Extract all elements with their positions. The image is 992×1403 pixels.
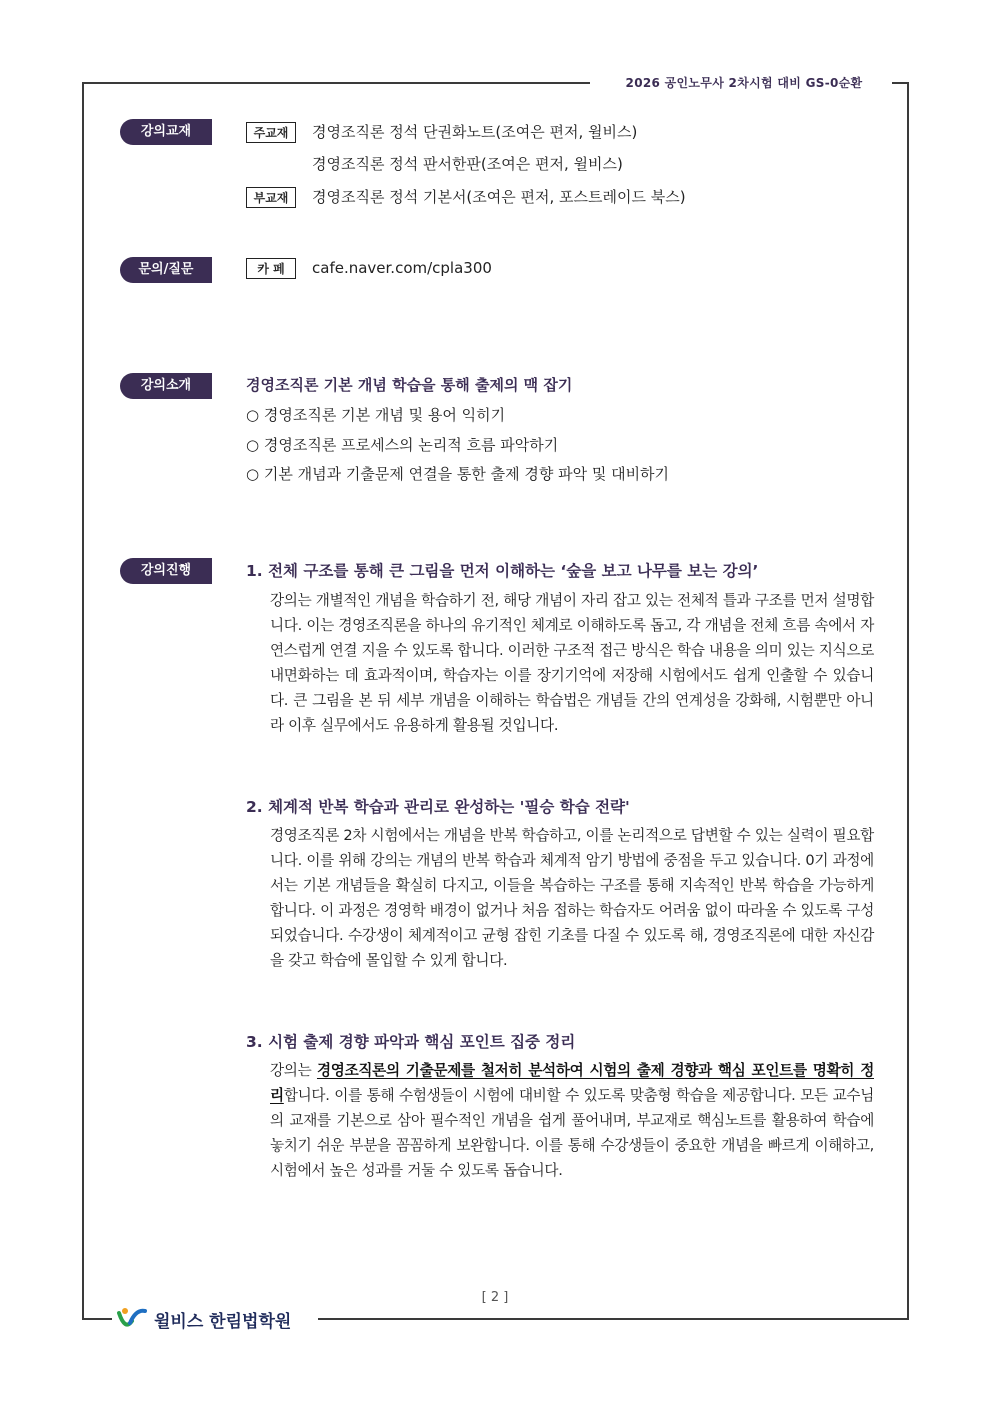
circle-bullet-icon: ○ — [246, 465, 260, 483]
header-title: 2026 공인노무사 2차시험 대비 GS-0순환 — [625, 76, 863, 90]
main-textbook-item: 경영조직론 정석 단권화노트(조여은 편저, 윌비스) — [312, 123, 638, 141]
sub-textbook-tag: 부교재 — [246, 187, 296, 208]
intro-item — [246, 464, 669, 484]
section-heading: 3. 시험 출제 경향 파악과 핵심 포인트 집중 정리 — [246, 1033, 576, 1051]
frame-top-left — [82, 82, 590, 84]
intro-item-text: 경영조직론 기본 개념 및 용어 익히기 — [263, 406, 506, 424]
page-number: [ 2 ] — [481, 1290, 509, 1305]
main-textbook-item: 경영조직론 정석 판서한판(조여은 편저, 윌비스) — [312, 155, 623, 173]
footer-logo — [116, 1302, 316, 1336]
frame-bottom-right — [318, 1318, 909, 1320]
circle-bullet-icon: ○ — [246, 436, 260, 454]
willbes-logo-icon — [116, 1305, 148, 1333]
logo-text: 윌비스 한림법학원 — [154, 1311, 292, 1332]
main-textbook-tag: 주교재 — [246, 122, 296, 143]
section-heading: 1. 전체 구조를 통해 큰 그림을 먼저 이해하는 ‘숲을 보고 나무를 보는 강의’ — [246, 562, 759, 580]
section-body — [270, 1058, 874, 1183]
intro-subtitle: 경영조직론 기본 개념 학습을 통해 출제의 맥 잡기 — [246, 376, 573, 394]
sub-textbook-item: 경영조직론 정석 기본서(조여은 편저, 포스트레이드 북스) — [312, 188, 686, 206]
intro-item-text: 기본 개념과 기출문제 연결을 통한 출제 경향 파악 및 대비하기 — [263, 465, 670, 483]
cafe-tag: 카 페 — [246, 258, 296, 279]
frame-left — [82, 82, 84, 1320]
frame-bottom-left — [82, 1318, 112, 1320]
section-body-prefix: 강의는 — [270, 1062, 317, 1079]
section-body-suffix: 합니다. 이를 통해 수험생들이 시험에 대비할 수 있도록 맞춤형 학습을 제공합니다. 모든 교수님의 교재를 기본으로 삼아 필수적인 개념을 쉽게 풀어내며, 부교재로 핵심노트를 활용하여 학습에 놓치기 쉬운 부분을 꼼꼼하게 보완합니다. 이를 통해 수강생들이 중요한 개념을 빠르게 이해하고, 시험에서 높은 성과를 거둘 수 있도록 돕습니다. — [270, 1087, 874, 1179]
cafe-url[interactable]: cafe.naver.com/cpla300 — [312, 259, 492, 277]
section-heading: 2. 체계적 반복 학습과 관리로 완성하는 '필승 학습 전략' — [246, 798, 630, 816]
section-body: 강의는 개별적인 개념을 학습하기 전, 해당 개념이 자리 잡고 있는 전체적 틀과 구조를 먼저 설명합니다. 이는 경영조직론을 하나의 유기적인 체계로 이해하도록 돕고, 각 개념을 전체 흐름 속에서 자연스럽게 연결 지을 수 있도록 합니다. 이러한 구조적 접근 방식은 학습 내용을 의미 있는 지식으로 내면화하는 데 효과적이며, 학습자는 이를 장기기억에 저장해 시험에서도 쉽게 인출할 수 있습니다. 큰 그림을 본 뒤 세부 개념을 이해하는 학습법은 개념들 간의 연계성을 강화해, 시험뿐만 아니라 이후 실무에서도 유용하게 활용될 것입니다. — [270, 592, 874, 734]
section-body: 경영조직론 2차 시험에서는 개념을 반복 학습하고, 이를 논리적으로 답변할 수 있는 실력이 필요합니다. 이를 위해 강의는 개념의 반복 학습과 체계적 암기 방법에 중점을 두고 있습니다. 0기 과정에서는 기본 개념들을 확실히 다지고, 이들을 복습하는 구조를 통해 지속적인 반복 학습을 가능하게 합니다. 이 과정은 경영학 배경이 없거나 처음 접하는 학습자도 어려움 없이 따라올 수 있도록 구성되었습니다. 수강생이 체계적이고 균형 잡힌 기초를 다질 수 있도록 해, 경영조직론에 대한 자신감을 갖고 학습에 몰입할 수 있게 합니다. — [270, 827, 874, 969]
progress-label: 강의진행 — [120, 558, 212, 584]
circle-bullet-icon: ○ — [246, 406, 260, 424]
textbooks-label: 강의교재 — [120, 119, 212, 145]
inquiry-label: 문의/질문 — [120, 257, 212, 283]
intro-item — [246, 405, 505, 425]
intro-item-text: 경영조직론 프로세스의 논리적 흐름 파악하기 — [263, 436, 559, 454]
frame-right — [907, 82, 909, 1320]
intro-item — [246, 435, 558, 455]
intro-label: 강의소개 — [120, 373, 212, 399]
section-body-emphasis: 경영조직론의 기출문제를 철저히 분석하여 시험의 출제 경향과 핵심 포인트를 명확히 정리 — [270, 1062, 874, 1104]
